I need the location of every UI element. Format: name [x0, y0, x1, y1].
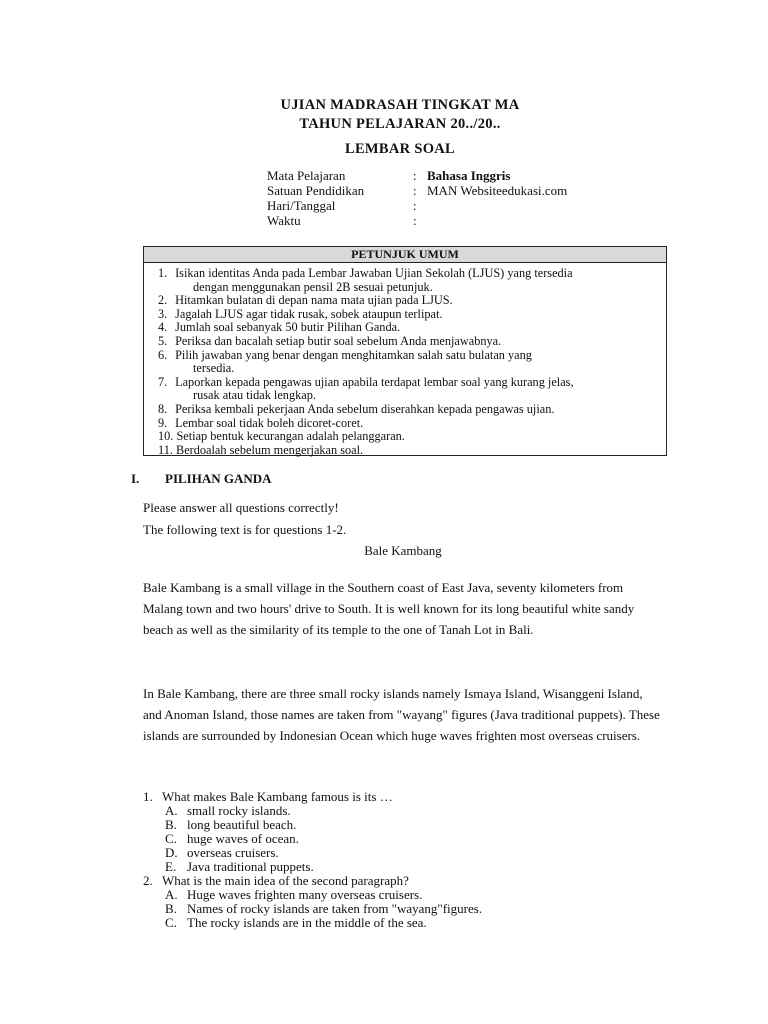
instruction-text: Hitamkan bulatan di depan nama mata ujian pada LJUS. [175, 293, 453, 308]
info-row-school [267, 183, 667, 198]
question-stem [143, 874, 663, 888]
option-text: Huge waves frighten many overseas cruisers. [187, 887, 423, 902]
option-text: huge waves of ocean. [187, 831, 299, 846]
instruction-item [158, 376, 658, 403]
academic-year: TAHUN PELAJARAN 20../20.. [299, 116, 501, 132]
instruction-text: Lembar soal tidak boleh dicoret-coret. [175, 415, 364, 430]
answer-option [143, 860, 663, 874]
answer-option [143, 818, 663, 832]
instruction-number: 7. [158, 374, 168, 389]
answer-option [143, 832, 663, 846]
instruction-text: Jagalah LJUS agar tidak rusak, sobek ataupun terlipat. [175, 306, 443, 321]
instruction-text: Periksa kembali pekerjaan Anda sebelum diserahkan kepada pengawas ujian. [175, 401, 555, 416]
instruction-number: 4. [158, 320, 168, 335]
instruction-number: 10. [158, 429, 174, 444]
option-letter: B. [165, 817, 177, 832]
info-label: Mata Pelajaran [267, 168, 346, 183]
instruction-text-continued: dengan menggunakan pensil 2B sesuai petunjuk. [193, 279, 433, 294]
instruction-text: Setiap bentuk kecurangan adalah pelanggaran. [176, 429, 405, 444]
info-row-date [267, 198, 667, 213]
option-letter: C. [165, 915, 177, 930]
instruction-item [158, 335, 658, 349]
section-heading [131, 471, 272, 487]
section-title: PILIHAN GANDA [165, 471, 272, 486]
instruction-text: Berdoalah sebelum mengerjakan soal. [176, 442, 364, 457]
option-letter: A. [165, 887, 178, 902]
instruction-number: 3. [158, 306, 168, 321]
instructions-list [144, 263, 666, 457]
answer-option [143, 804, 663, 818]
option-letter: B. [165, 901, 177, 916]
info-colon: : [413, 213, 417, 228]
passage-paragraph-2: In Bale Kambang, there are three small rocky islands namely Ismaya Island, Wisanggeni Island, and Anoman Island, those names are taken from "wayang" figures (Java traditional puppets). These islands are surrounded by Indonesian Ocean which huge waves frighten most overseas cruisers. [143, 686, 660, 743]
exam-title: UJIAN MADRASAH TINGKAT MA [280, 97, 520, 113]
instruction-item [158, 308, 658, 322]
info-row-subject [267, 168, 667, 183]
instruction-number: 8. [158, 401, 168, 416]
instruction-number: 9. [158, 415, 168, 430]
option-text: small rocky islands. [187, 803, 291, 818]
instruction-item [158, 403, 658, 417]
question-stem [143, 790, 663, 804]
answer-option [143, 916, 663, 930]
instruction-text: Please answer all questions correctly! [143, 500, 339, 515]
info-colon: : [413, 183, 417, 198]
instruction-number: 1. [158, 266, 168, 280]
question-number: 2. [143, 873, 153, 888]
instruction-text: Isikan identitas Anda pada Lembar Jawaban Ujian Sekolah (LJUS) yang tersedia [175, 266, 573, 280]
question-list [143, 790, 663, 930]
option-text: Java traditional puppets. [187, 859, 314, 874]
question-number: 1. [143, 789, 153, 804]
instruction-text: Laporkan kepada pengawas ujian apabila terdapat lembar soal yang kurang jelas, [175, 374, 574, 389]
info-row-time [267, 213, 667, 228]
option-text: The rocky islands are in the middle of the sea. [187, 915, 427, 930]
instruction-number: 6. [158, 347, 168, 362]
question-text: What makes Bale Kambang famous is its … [162, 789, 393, 804]
passage-title: Bale Kambang [364, 543, 442, 558]
instruction-text: Periksa dan bacalah setiap butir soal sebelum Anda menjawabnya. [175, 333, 502, 348]
instruction-number: 5. [158, 333, 168, 348]
instruction-text: Jumlah soal sebanyak 50 butir Pilihan Ganda. [175, 320, 401, 335]
instruction-item [158, 267, 658, 294]
info-colon: : [413, 168, 417, 183]
instruction-item [158, 321, 658, 335]
option-letter: D. [165, 845, 178, 860]
sheet-title: LEMBAR SOAL [344, 141, 456, 157]
general-instructions-box [143, 246, 667, 456]
info-label: Hari/Tanggal [267, 198, 336, 213]
section-number: I. [131, 471, 140, 486]
passage-paragraph-1: Bale Kambang is a small village in the Southern coast of East Java, seventy kilometers from Malang town and two hours' drive to South. It is well known for its long beautiful white sandy beach as well as the similarity of its temple to the one of Tanah Lot in Bali. [143, 580, 635, 637]
option-letter: E. [165, 859, 177, 874]
info-value: Bahasa Inggris [427, 168, 511, 183]
instructions-heading: PETUNJUK UMUM [144, 247, 666, 263]
instruction-text-continued: rusak atau tidak lengkap. [193, 388, 316, 403]
instruction-item [158, 430, 658, 444]
instruction-item [158, 444, 658, 458]
info-value: MAN Websiteedukasi.com [427, 183, 568, 198]
option-letter: C. [165, 831, 177, 846]
info-label: Satuan Pendidikan [267, 183, 365, 198]
option-text: Names of rocky islands are taken from "wayang"figures. [187, 901, 483, 916]
instruction-text-continued: tersedia. [193, 361, 235, 376]
instruction-number: 11. [158, 442, 173, 457]
instruction-text: Pilih jawaban yang benar dengan menghitamkan salah satu bulatan yang [175, 347, 532, 362]
info-colon: : [413, 198, 417, 213]
instruction-number: 2. [158, 293, 168, 308]
answer-option [143, 888, 663, 902]
info-label: Waktu [267, 213, 301, 228]
option-text: long beautiful beach. [187, 817, 297, 832]
instruction-item [158, 349, 658, 376]
passage-reference: The following text is for questions 1-2. [143, 522, 347, 537]
exam-info [267, 168, 667, 228]
option-letter: A. [165, 803, 178, 818]
answer-option [143, 846, 663, 860]
option-text: overseas cruisers. [187, 845, 279, 860]
instruction-item [158, 417, 658, 431]
answer-option [143, 902, 663, 916]
question-text: What is the main idea of the second paragraph? [162, 873, 409, 888]
instruction-item [158, 294, 658, 308]
